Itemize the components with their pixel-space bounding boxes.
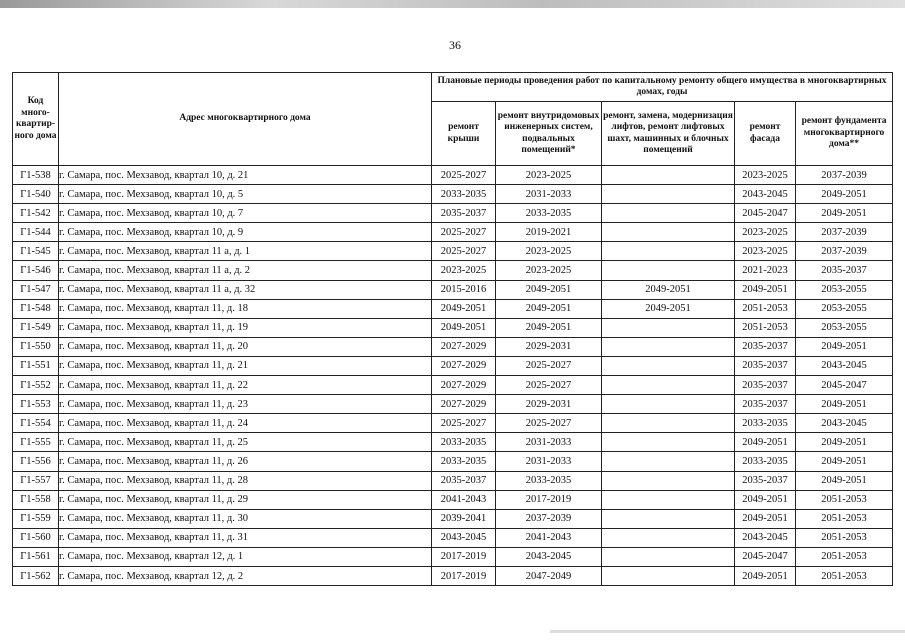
cell-foundation: 2049-2051: [796, 185, 893, 204]
cell-address: г. Самара, пос. Мехзавод, квартал 11, д. 31: [59, 528, 432, 547]
cell-roof: 2027-2029: [432, 337, 496, 356]
scan-bottom-edge: [550, 630, 905, 633]
cell-code: Г1-552: [13, 376, 59, 395]
cell-code: Г1-558: [13, 490, 59, 509]
cell-elevators: [602, 376, 735, 395]
cell-systems: 2029-2031: [496, 337, 602, 356]
cell-facade: 2023-2025: [735, 223, 796, 242]
cell-address: г. Самара, пос. Мехзавод, квартал 12, д. 2: [59, 566, 432, 585]
cell-foundation: 2035-2037: [796, 261, 893, 280]
table-row: [13, 299, 893, 318]
header-facade: ремонт фасада: [735, 102, 796, 166]
cell-elevators: [602, 337, 735, 356]
cell-roof: 2017-2019: [432, 547, 496, 566]
cell-elevators: [602, 204, 735, 223]
header-address: Адрес многоквартирного дома: [59, 73, 432, 166]
cell-address: г. Самара, пос. Мехзавод, квартал 12, д. 1: [59, 547, 432, 566]
cell-elevators: [602, 490, 735, 509]
table-row: [13, 490, 893, 509]
cell-systems: 2023-2025: [496, 242, 602, 261]
table-row: [13, 509, 893, 528]
table-row: [13, 547, 893, 566]
cell-facade: 2043-2045: [735, 185, 796, 204]
cell-roof: 2025-2027: [432, 414, 496, 433]
cell-facade: 2033-2035: [735, 414, 796, 433]
cell-code: Г1-553: [13, 395, 59, 414]
cell-roof: 2035-2037: [432, 204, 496, 223]
cell-roof: 2015-2016: [432, 280, 496, 299]
cell-address: г. Самара, пос. Мехзавод, квартал 10, д. 5: [59, 185, 432, 204]
cell-code: Г1-550: [13, 337, 59, 356]
cell-roof: 2033-2035: [432, 433, 496, 452]
cell-systems: 2025-2027: [496, 356, 602, 375]
cell-code: Г1-549: [13, 318, 59, 337]
cell-systems: 2023-2025: [496, 166, 602, 185]
cell-foundation: 2051-2053: [796, 490, 893, 509]
cell-code: Г1-561: [13, 547, 59, 566]
cell-code: Г1-542: [13, 204, 59, 223]
cell-facade: 2049-2051: [735, 280, 796, 299]
cell-elevators: [602, 414, 735, 433]
cell-foundation: 2043-2045: [796, 356, 893, 375]
cell-elevators: 2049-2051: [602, 299, 735, 318]
repair-schedule-table: [12, 72, 893, 586]
cell-address: г. Самара, пос. Мехзавод, квартал 11, д. 23: [59, 395, 432, 414]
cell-facade: 2035-2037: [735, 356, 796, 375]
cell-systems: 2041-2043: [496, 528, 602, 547]
cell-code: Г1-556: [13, 452, 59, 471]
cell-foundation: 2051-2053: [796, 566, 893, 585]
cell-foundation: 2053-2055: [796, 280, 893, 299]
cell-address: г. Самара, пос. Мехзавод, квартал 11 а, д. 2: [59, 261, 432, 280]
cell-facade: 2045-2047: [735, 204, 796, 223]
cell-code: Г1-551: [13, 356, 59, 375]
cell-elevators: [602, 433, 735, 452]
table-row: [13, 414, 893, 433]
table-row: [13, 318, 893, 337]
cell-facade: 2023-2025: [735, 166, 796, 185]
cell-address: г. Самара, пос. Мехзавод, квартал 11 а, д. 32: [59, 280, 432, 299]
cell-code: Г1-559: [13, 509, 59, 528]
cell-systems: 2031-2033: [496, 433, 602, 452]
cell-systems: 2049-2051: [496, 280, 602, 299]
cell-elevators: [602, 356, 735, 375]
cell-systems: 2017-2019: [496, 490, 602, 509]
cell-systems: 2033-2035: [496, 204, 602, 223]
cell-foundation: 2049-2051: [796, 452, 893, 471]
cell-elevators: [602, 547, 735, 566]
cell-facade: 2043-2045: [735, 528, 796, 547]
cell-elevators: [602, 318, 735, 337]
header-elevators: ремонт, замена, модернизация лифтов, ремонт лифтовых шахт, машинных и блочных помещений: [602, 102, 735, 166]
cell-elevators: [602, 185, 735, 204]
cell-address: г. Самара, пос. Мехзавод, квартал 11, д. 30: [59, 509, 432, 528]
cell-facade: 2033-2035: [735, 452, 796, 471]
scan-top-edge: [0, 0, 905, 8]
header-systems: ремонт внутридомовых инженерных систем, подвальных помещений*: [496, 102, 602, 166]
cell-facade: 2049-2051: [735, 433, 796, 452]
cell-code: Г1-538: [13, 166, 59, 185]
cell-foundation: 2049-2051: [796, 395, 893, 414]
cell-facade: 2051-2053: [735, 318, 796, 337]
cell-foundation: 2049-2051: [796, 204, 893, 223]
cell-systems: 2043-2045: [496, 547, 602, 566]
cell-systems: 2049-2051: [496, 299, 602, 318]
cell-foundation: 2037-2039: [796, 166, 893, 185]
cell-elevators: [602, 261, 735, 280]
cell-roof: 2043-2045: [432, 528, 496, 547]
table-row: [13, 433, 893, 452]
cell-code: Г1-548: [13, 299, 59, 318]
table-row: [13, 242, 893, 261]
cell-code: Г1-546: [13, 261, 59, 280]
cell-facade: 2045-2047: [735, 547, 796, 566]
cell-address: г. Самара, пос. Мехзавод, квартал 11, д. 26: [59, 452, 432, 471]
cell-roof: 2033-2035: [432, 185, 496, 204]
cell-foundation: 2037-2039: [796, 242, 893, 261]
cell-roof: 2039-2041: [432, 509, 496, 528]
cell-elevators: [602, 223, 735, 242]
cell-roof: 2027-2029: [432, 376, 496, 395]
cell-facade: 2021-2023: [735, 261, 796, 280]
cell-facade: 2051-2053: [735, 299, 796, 318]
cell-systems: 2033-2035: [496, 471, 602, 490]
cell-elevators: [602, 166, 735, 185]
table-row: [13, 261, 893, 280]
cell-foundation: 2051-2053: [796, 509, 893, 528]
cell-elevators: [602, 528, 735, 547]
table-row: [13, 356, 893, 375]
cell-code: Г1-545: [13, 242, 59, 261]
cell-address: г. Самара, пос. Мехзавод, квартал 11, д. 24: [59, 414, 432, 433]
cell-systems: 2047-2049: [496, 566, 602, 585]
cell-roof: 2023-2025: [432, 261, 496, 280]
cell-roof: 2049-2051: [432, 318, 496, 337]
cell-foundation: 2043-2045: [796, 414, 893, 433]
cell-facade: 2035-2037: [735, 395, 796, 414]
table-row: [13, 452, 893, 471]
table-row: [13, 337, 893, 356]
table-row: [13, 166, 893, 185]
cell-foundation: 2051-2053: [796, 547, 893, 566]
cell-facade: 2049-2051: [735, 509, 796, 528]
cell-facade: 2023-2025: [735, 242, 796, 261]
cell-code: Г1-540: [13, 185, 59, 204]
table-row: [13, 280, 893, 299]
table-row: [13, 223, 893, 242]
cell-code: Г1-554: [13, 414, 59, 433]
cell-roof: 2027-2029: [432, 356, 496, 375]
cell-elevators: [602, 471, 735, 490]
cell-facade: 2049-2051: [735, 566, 796, 585]
cell-address: г. Самара, пос. Мехзавод, квартал 10, д. 9: [59, 223, 432, 242]
cell-address: г. Самара, пос. Мехзавод, квартал 11, д. 19: [59, 318, 432, 337]
cell-elevators: 2049-2051: [602, 280, 735, 299]
table-body: [13, 166, 893, 586]
cell-foundation: 2049-2051: [796, 471, 893, 490]
cell-systems: 2049-2051: [496, 318, 602, 337]
cell-elevators: [602, 242, 735, 261]
cell-foundation: 2051-2053: [796, 528, 893, 547]
cell-address: г. Самара, пос. Мехзавод, квартал 11, д. 29: [59, 490, 432, 509]
cell-foundation: 2053-2055: [796, 299, 893, 318]
cell-facade: 2049-2051: [735, 490, 796, 509]
cell-systems: 2019-2021: [496, 223, 602, 242]
cell-elevators: [602, 452, 735, 471]
cell-code: Г1-562: [13, 566, 59, 585]
header-group: Плановые периоды проведения работ по капитальному ремонту общего имущества в многоквартирных домах, годы: [432, 73, 893, 102]
cell-systems: 2031-2033: [496, 452, 602, 471]
cell-elevators: [602, 566, 735, 585]
cell-facade: 2035-2037: [735, 471, 796, 490]
cell-foundation: 2049-2051: [796, 433, 893, 452]
cell-code: Г1-547: [13, 280, 59, 299]
cell-roof: 2017-2019: [432, 566, 496, 585]
table-row: [13, 528, 893, 547]
header-roof: ремонт крыши: [432, 102, 496, 166]
cell-address: г. Самара, пос. Мехзавод, квартал 11 а, д. 1: [59, 242, 432, 261]
cell-code: Г1-544: [13, 223, 59, 242]
table-row: [13, 395, 893, 414]
cell-address: г. Самара, пос. Мехзавод, квартал 10, д. 7: [59, 204, 432, 223]
cell-code: Г1-555: [13, 433, 59, 452]
cell-address: г. Самара, пос. Мехзавод, квартал 11, д. 28: [59, 471, 432, 490]
cell-roof: 2025-2027: [432, 223, 496, 242]
table-row: [13, 376, 893, 395]
table-row: [13, 204, 893, 223]
page-number: 36: [449, 38, 461, 52]
cell-systems: 2029-2031: [496, 395, 602, 414]
cell-address: г. Самара, пос. Мехзавод, квартал 11, д. 21: [59, 356, 432, 375]
table-row: [13, 566, 893, 585]
cell-systems: 2025-2027: [496, 414, 602, 433]
cell-foundation: 2037-2039: [796, 223, 893, 242]
cell-address: г. Самара, пос. Мехзавод, квартал 11, д. 20: [59, 337, 432, 356]
cell-roof: 2025-2027: [432, 166, 496, 185]
cell-systems: 2031-2033: [496, 185, 602, 204]
header-foundation: ремонт фундамента многоквартирного дома**: [796, 102, 893, 166]
cell-address: г. Самара, пос. Мехзавод, квартал 11, д. 25: [59, 433, 432, 452]
cell-systems: 2037-2039: [496, 509, 602, 528]
cell-roof: 2033-2035: [432, 452, 496, 471]
cell-address: г. Самара, пос. Мехзавод, квартал 10, д. 21: [59, 166, 432, 185]
cell-foundation: 2045-2047: [796, 376, 893, 395]
cell-roof: 2027-2029: [432, 395, 496, 414]
table-row: [13, 185, 893, 204]
cell-roof: 2035-2037: [432, 471, 496, 490]
table-row: [13, 471, 893, 490]
cell-facade: 2035-2037: [735, 376, 796, 395]
header-code: Код много-квартир-ного дома: [13, 73, 59, 166]
cell-foundation: 2049-2051: [796, 337, 893, 356]
cell-elevators: [602, 509, 735, 528]
cell-roof: 2025-2027: [432, 242, 496, 261]
cell-systems: 2023-2025: [496, 261, 602, 280]
cell-code: Г1-560: [13, 528, 59, 547]
cell-roof: 2041-2043: [432, 490, 496, 509]
cell-address: г. Самара, пос. Мехзавод, квартал 11, д. 22: [59, 376, 432, 395]
cell-code: Г1-557: [13, 471, 59, 490]
cell-foundation: 2053-2055: [796, 318, 893, 337]
cell-roof: 2049-2051: [432, 299, 496, 318]
cell-facade: 2035-2037: [735, 337, 796, 356]
cell-address: г. Самара, пос. Мехзавод, квартал 11, д. 18: [59, 299, 432, 318]
cell-elevators: [602, 395, 735, 414]
cell-systems: 2025-2027: [496, 376, 602, 395]
